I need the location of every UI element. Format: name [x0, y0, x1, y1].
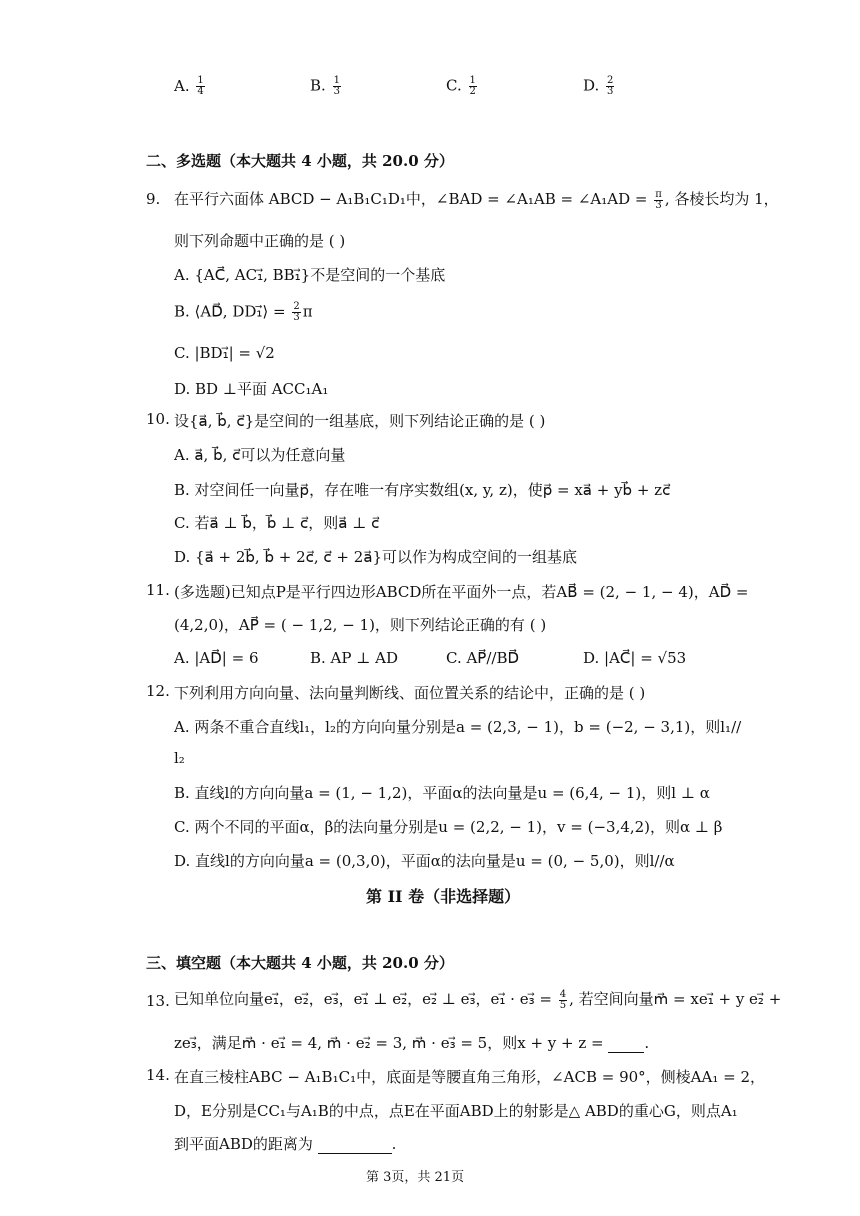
choice-d: D. {a⃗ + 2b⃗, b⃗ + 2c⃗, c⃗ + 2a⃗}可以作为构成空间的一组基底: [174, 548, 578, 566]
section-heading-fill-blank: 三、填空题（本大题共 4 小题，共 20.0 分）: [146, 954, 454, 972]
choice-a: A. {AC⃗, AC₁⃗, BB₁⃗}不是空间的一个基底: [174, 266, 446, 284]
page-footer: 第 3页，共 21页: [366, 1170, 465, 1185]
option-c: C. $\frac{1}{2}$: [446, 75, 476, 97]
choice-b: B. AP ⊥ AD: [310, 649, 398, 667]
answer-blank: [608, 1034, 644, 1053]
question-stem: 在直三棱柱ABC − A₁B₁C₁中，底面是等腰直角三角形，∠ACB = 90°，侧棱AA₁ = 2，: [174, 1068, 766, 1086]
fraction: $\frac{2}{3}$: [607, 75, 614, 97]
fraction: $\frac{4}{5}$: [559, 988, 567, 1011]
question-number: 12.: [146, 682, 170, 700]
option-d: D. $\frac{2}{3}$: [583, 75, 614, 97]
question-stem-line: 则下列命题中正确的是 ( ): [174, 232, 346, 250]
section-heading-multiple-choice: 二、多选题（本大题共 4 小题，共 20.0 分）: [146, 152, 454, 170]
choice-a: A. a⃗, b⃗, c⃗可以为任意向量: [174, 446, 346, 464]
choice-c: C. AP⃗//BD⃗: [446, 649, 520, 667]
choice-b: B. 直线l的方向向量a = (1, − 1,2)，平面α的法向量是u = (6,4, − 1)，则l ⊥ α: [174, 784, 710, 802]
question-stem-line: (4,2,0)，AP⃗ = ( − 1,2, − 1)，则下列结论正确的有 ( ): [174, 616, 547, 634]
question-stem: 设{a⃗, b⃗, c⃗}是空间的一组基底，则下列结论正确的是 ( ): [174, 412, 546, 430]
question-number: 10.: [146, 410, 170, 428]
question-stem-line: D，E分别是CC₁与A₁B的中点，点E在平面ABD上的射影是△ ABD的重心G，则点A₁: [174, 1102, 738, 1120]
choice-b: B. ⟨AD⃗, DD₁⃗⟩ = $\frac{2}{3}$ π: [174, 301, 313, 323]
question-number: 11.: [146, 581, 170, 599]
choice-a: A. |AD⃗| = 6: [174, 649, 259, 667]
choice-c: C. 两个不同的平面α，β的法向量分别是u = (2,2, − 1)，v = (−3,4,2)，则α ⊥ β: [174, 818, 723, 836]
choice-a: A. 两条不重合直线l₁，l₂的方向向量分别是a = (2,3, − 1)，b = (−2, − 3,1)，则l₁//: [174, 718, 742, 736]
question-stem: 已知单位向量e₁⃗，e₂⃗，e₃⃗，e₁⃗ ⊥ e₂⃗，e₂⃗ ⊥ e₃⃗，e₁⃗ · e₃⃗ = $\frac{4}{5}$ , 若空间向量m⃗ = xe₁⃗ + y e₂⃗ +: [174, 988, 782, 1011]
question-number: 9.: [146, 190, 161, 208]
question-stem-line: 到平面ABD的距离为 .: [174, 1135, 397, 1153]
fraction: $\frac{1}{4}$: [197, 75, 204, 97]
part-title: 第 II 卷（非选择题）: [366, 887, 521, 906]
question-stem-line: ze₃⃗，满足m⃗ · e₁⃗ = 4, m⃗ · e₂⃗ = 3, m⃗ · e₃⃗ = 5，则x + y + z = .: [174, 1034, 650, 1052]
choice-b: B. 对空间任一向量p⃗，存在唯一有序实数组(x, y, z)，使p⃗ = xa⃗ + yb⃗ + zc⃗: [174, 481, 671, 499]
fraction: $\frac{2}{3}$: [293, 301, 300, 323]
choice-d: D. BD ⊥平面 ACC₁A₁: [174, 380, 329, 398]
question-stem: 下列利用方向向量、法向量判断线、面位置关系的结论中，正确的是 ( ): [174, 684, 646, 702]
fraction: $\frac{1}{3}$: [333, 75, 340, 97]
choice-c: C. |BD₁⃗| = √2: [174, 344, 275, 362]
option-b: B. $\frac{1}{3}$: [310, 75, 340, 97]
question-number: 14.: [146, 1066, 170, 1084]
choice-c: C. 若a⃗ ⊥ b⃗，b⃗ ⊥ c⃗，则a⃗ ⊥ c⃗: [174, 514, 380, 532]
question-number: 13.: [146, 992, 170, 1010]
question-stem: (多选题)已知点P是平行四边形ABCD所在平面外一点，若AB⃗ = (2, − 1, − 4)，AD⃗ =: [174, 583, 749, 601]
answer-blank: [318, 1135, 392, 1154]
choice-d: D. |AC⃗| = √53: [583, 649, 687, 667]
fraction: $\frac{\pi}{3}$: [655, 188, 662, 211]
option-row: [174, 76, 207, 97]
choice-d: D. 直线l的方向向量a = (0,3,0)，平面α的法向量是u = (0, − 5,0)，则l//α: [174, 852, 675, 870]
choice-a-continued: l₂: [174, 749, 185, 767]
option-a: A. $\frac{1}{4}$: [174, 75, 204, 97]
fraction: $\frac{1}{2}$: [469, 75, 476, 97]
question-stem: 在平行六面体 ABCD − A₁B₁C₁D₁中，∠BAD = ∠A₁AB = ∠A₁AD = $\frac{\pi}{3}$ , 各棱长均为 1，: [174, 188, 779, 211]
